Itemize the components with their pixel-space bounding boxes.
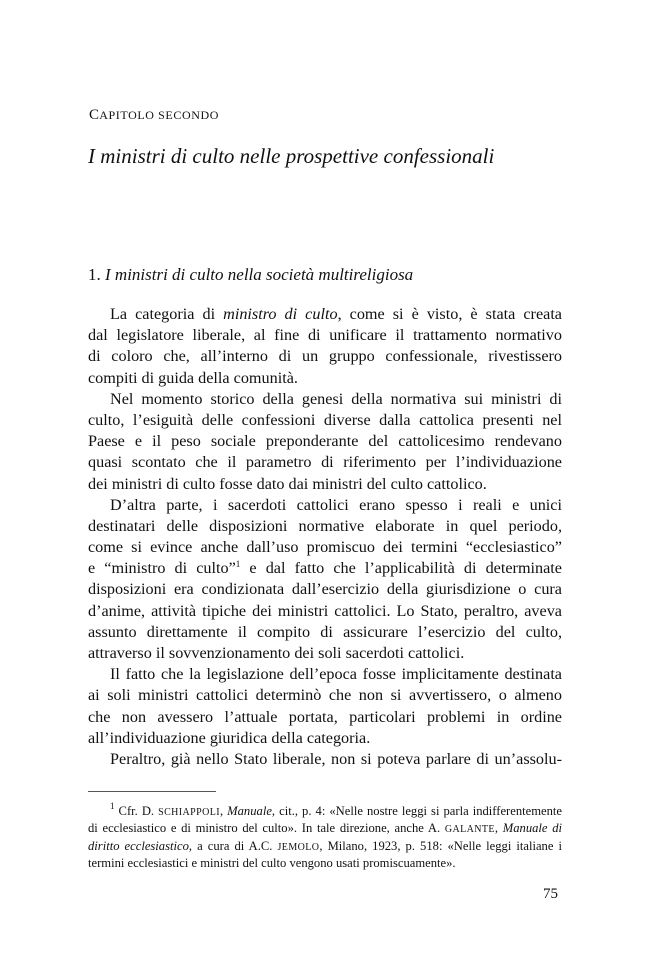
section-title: I ministri di culto nella società multireligiosa	[105, 265, 414, 284]
paragraph-4-line: che non avessero l’attuale portata, particolari problemi in ordine	[88, 707, 562, 726]
footnote-line	[88, 803, 562, 820]
paragraph-3-line: assunto direttamente il compito di assicurare l’esercizio del culto,	[88, 622, 562, 641]
text-run: ,	[219, 804, 228, 818]
footnote	[88, 803, 562, 873]
text-run: ,	[494, 821, 503, 836]
text-run: di ecclesiastico e di ministro del culto». In tale direzione, anche A.	[88, 821, 445, 836]
section-number: 1.	[88, 265, 101, 284]
footnote-line	[88, 838, 562, 855]
paragraph-1-line: di coloro che, all’interno di un gruppo confessionale, rivestissero	[88, 347, 562, 366]
paragraph-3-line	[88, 558, 562, 579]
author-name: JEMOLO	[277, 841, 320, 853]
paragraph-2-line: Paese e il peso sociale preponderante del cattolicesimo rendevano	[88, 432, 562, 451]
section-heading	[88, 265, 413, 285]
paragraph-3-line: attraverso il sovvenzionamento dei soli sacerdoti cattolici.	[88, 644, 465, 662]
body-text	[88, 304, 562, 770]
paragraph-3-line: d’anime, attività tipiche dei ministri cattolici. Lo Stato, peraltro, aveva	[88, 601, 562, 620]
text-run: , cit., p. 4: «Nelle nostre leggi si parla indifferentemente	[271, 804, 563, 818]
author-name: SCHIAPPOLI	[158, 807, 220, 818]
text-run: , a cura di A.C.	[188, 838, 278, 853]
paragraph-2-line: culto, l’esiguità delle confessioni diverse dalla cattolica presenti nel	[88, 410, 562, 429]
text-run: , come si è visto, è stata creata	[337, 305, 562, 323]
footnote-divider	[88, 791, 216, 792]
paragraph-3-line: come si evince anche dall’uso promiscuo dei termini “ecclesiastico”	[88, 538, 562, 557]
paragraph-3-line: D’altra parte, i sacerdoti cattolici erano spesso i reali e unici	[110, 495, 562, 514]
text-run: Cfr. D.	[114, 804, 159, 818]
paragraph-3-line: destinatari delle disposizioni normative elaborate in quel periodo,	[88, 516, 562, 535]
emphasis-text: ministro di culto	[223, 305, 338, 323]
chapter-title: I ministri di culto nelle prospettive confessionali	[88, 144, 495, 168]
chapter-label-initial: C	[89, 107, 100, 123]
chapter-label-rest: APITOLO SECONDO	[99, 108, 220, 122]
paragraph-4-line: all’individuazione giuridica della categoria.	[88, 728, 371, 747]
page-number: 75	[543, 886, 558, 902]
text-run: e “ministro di culto”	[88, 559, 236, 578]
text-run: , Milano, 1923, p. 518: «Nelle leggi italiane i	[319, 838, 562, 853]
paragraph-4-line: ai soli ministri cattolici determinò che non si avvertissero, o almeno	[88, 686, 562, 705]
paragraph-5-line: Peraltro, già nello Stato liberale, non si poteva parlare di un’assolu-	[110, 749, 562, 768]
footnote-line: termini ecclesiastici e ministri del culto vengono usati promiscuamente».	[88, 856, 456, 871]
paragraph-1-line	[88, 304, 562, 325]
text-run: e dal fatto che l’applicabilità di determinate	[240, 559, 562, 578]
paragraph-3-line: disposizioni era condizionata dall’esercizio della giurisdizione o cura	[88, 580, 562, 599]
paragraph-1-line: dal legislatore liberale, al fine di unificare il trattamento normativo	[88, 326, 562, 345]
footnote-marker: 1	[110, 801, 115, 811]
paragraph-2-line: quasi scontato che il parametro di riferimento per l’individuazione	[88, 453, 562, 472]
paragraph-2-line: dei ministri di culto fosse dato dai ministri del culto cattolico.	[88, 474, 487, 493]
footnote-line	[88, 820, 562, 837]
work-title: Manuale	[227, 804, 272, 818]
paragraph-1-line: compiti di guida della comunità.	[88, 368, 298, 387]
paragraph-2-line: Nel momento storico della genesi della normativa sui ministri di	[110, 389, 562, 408]
work-title: diritto ecclesiastico	[88, 838, 189, 853]
footnote-reference[interactable]: 1	[235, 559, 241, 570]
text-run: La categoria di	[110, 305, 224, 323]
work-title: Manuale di	[502, 821, 563, 836]
author-name: GALANTE	[444, 824, 495, 836]
chapter-label	[89, 107, 219, 124]
paragraph-4-line: Il fatto che la legislazione dell’epoca fosse implicitamente destinata	[110, 665, 562, 684]
